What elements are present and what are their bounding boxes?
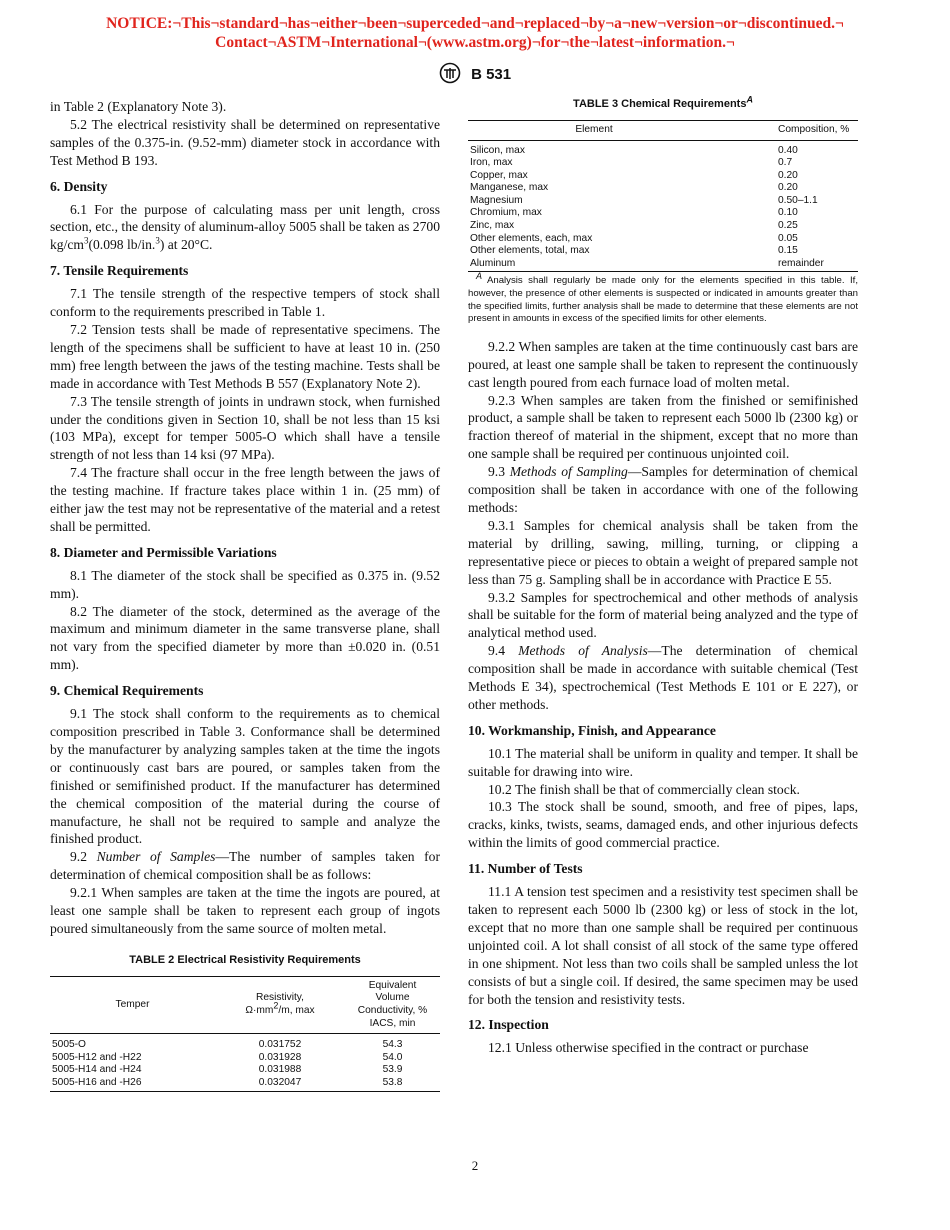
notice-line-2: Contact¬ASTM¬International¬(www.astm.org)¬for¬the¬latest¬information.¬ [215, 34, 735, 51]
table-row: 5005-O 0.031752 54.3 [52, 1039, 403, 1051]
table-3-header-element: Element [468, 120, 778, 140]
paragraph-7-1: 7.1 The tensile strength of the respective tempers of stock shall conform to the requirements prescribed in Table 1. [50, 286, 440, 320]
paragraph-10-2: 10.2 The finish shall be that of commercially clean stock. [488, 781, 800, 797]
paragraph-7-2: 7.2 Tension tests shall be made of representative specimens. The length of the specimens shall be sufficient to have at least 10 in. (250 mm) free length between the jaws of the testing machine. Tests shall be made in accordance with Test Methods B 557 (Explanatory Note 2). [50, 321, 440, 391]
paragraph-9-4: 9.4 Methods of Analysis—The determination of chemical composition shall be made in accordance with suitable chemical (Test Methods E 34), spectrochemical (Test Methods E 101 or E 227), or other methods. [468, 643, 858, 712]
table-row: 5005-H14 and -H24 0.031988 53.9 [52, 1064, 403, 1076]
paragraph-10-1: 10.1 The material shall be uniform in quality and temper. It shall be suitable for drawing into wire. [468, 745, 858, 779]
paragraph-continuation: in Table 2 (Explanatory Note 3). [50, 99, 227, 114]
table-row: Chromium, max 0.10 [470, 207, 798, 219]
table-3-footnote: $^A$ Analysis shall regularly be made only for the elements specified in this table. If, however, the presence of other elements is suspected or indicated in amounts greater than the specified limits, further analysis shall be made to determine that these elements are not present in amounts in excess of the specified limits for other elements. [468, 271, 858, 325]
left-column [50, 98, 440, 1092]
table-row: Zinc, max 0.25 [470, 220, 798, 232]
paragraph-9-2-2: 9.2.2 When samples are taken at the time continuously cast bars are poured, at least one sample shall be taken to represent the continuously cast length poured from each furnace load of molten metal. [468, 338, 858, 390]
table-row: Magnesium 0.50–1.1 [470, 194, 818, 206]
table-row: Iron, max 0.7 [470, 157, 793, 169]
section-heading-9: 9. Chemical Requirements [50, 683, 204, 699]
table-row: Silicon, max 0.40 [470, 144, 798, 156]
section-heading-12: 12. Inspection [468, 1017, 549, 1033]
paragraph-9-2-3: 9.2.3 When samples are taken from the finished or semifinished product, a sample shall be taken to represent each 5000 lb (2300 kg) or fraction thereof of material in the shipment, except that no more than one sample shall be required per continuous unjointed coil. [468, 392, 858, 462]
paragraph-12-1: 12.1 Unless otherwise specified in the contract or purchase [488, 1040, 809, 1056]
section-heading-11: 11. Number of Tests [468, 861, 583, 877]
paragraph-9-2: 9.2 Number of Samples—The number of samples taken for determination of chemical composition shall be as follows: [50, 849, 441, 883]
table-row: Other elements, total, max 0.15 [470, 245, 798, 257]
table-3-header-composition: Composition, % [778, 120, 858, 140]
table-2-header-temper: Temper [50, 976, 215, 1033]
table-row: Other elements, each, max 0.05 [470, 232, 798, 244]
page-number: 2 [471, 1158, 479, 1173]
paragraph-10-3: 10.3 The stock shall be sound, smooth, and free of pipes, laps, cracks, kinks, twists, seams, damaged ends, and other injurious defects within the limits of good commercial practice. [468, 799, 858, 851]
notice-banner [0, 14, 950, 52]
table-2-header-resistivity: Resistivity, $\Omega\cdot mm^2/m$, max [215, 976, 345, 1033]
table-2-header-conductivity: Equivalent Volume Conductivity, % IACS, min [345, 976, 440, 1033]
notice-line-1: NOTICE:¬This¬standard¬has¬either¬been¬superceded¬and¬replaced¬by¬a¬new¬version¬or¬discontinued.¬ [106, 15, 844, 32]
table-row: 5005-H12 and -H22 0.031928 54.0 [52, 1051, 403, 1063]
table-row: Aluminum remainder [468, 258, 858, 272]
paragraph-8-2: 8.2 The diameter of the stock, determined as the average of the maximum and minimum diameter in the same transverse plane, shall not vary from the specified diameter by more than ±0.020 in. (0.51 mm). [50, 603, 440, 673]
section-heading-7: 7. Tensile Requirements [50, 263, 189, 279]
section-heading-6: 6. Density [50, 178, 108, 194]
table-3 [468, 120, 858, 273]
section-heading-10: 10. Workmanship, Finish, and Appearance [468, 722, 716, 738]
paragraph-7-3: 7.3 The tensile strength of joints in undrawn stock, when furnished under the conditions given in Section 10, shall be not less than 15 ksi (103 MPa), except for temper 5005-O which shall have a tensile strength of not less than 14 ksi (97 MPa). [50, 393, 440, 463]
table-row: Manganese, max 0.20 [470, 182, 798, 194]
paragraph-11-1: 11.1 A tension test specimen and a resistivity test specimen shall be taken to represent each 5000 lb (2300 kg) or less of stock in the lot, except that no more than one sample shall be required per continuous unjointed coil. A lot shall consist of all stock of the same type offered in one shipment. Not less than two coils shall be sampled unless the lot consists of but a single coil. If desired, the same specimen may be used for both the tension and resistivity tests. [468, 884, 858, 1007]
table-2-title: TABLE 2 Electrical Resistivity Requirements [129, 953, 361, 966]
table-row: 5005-H16 and -H26 0.032047 53.8 [50, 1077, 440, 1091]
paragraph-6-1: 6.1 For the purpose of calculating mass per unit length, cross section, etc., the density of aluminum-alloy 5005 shall be taken as 2700 $kg/cm^3(0.098$ lb/in.$^3$) at 20°C. [50, 201, 440, 253]
paragraph-5-2: 5.2 The electrical resistivity shall be determined on representative samples of the 0.375-in. (9.52-mm) diameter stock in accordance with Test Method B 193. [50, 116, 440, 168]
paragraph-9-3-1: 9.3.1 Samples for chemical analysis shall be taken from the material by drilling, sawing, milling, turning, or clipping a representative piece or pieces to obtain a weight of prepared sample not less than 75 g. Sampling shall be in accordance with Practice E 55. [468, 517, 858, 587]
paragraph-7-4: 7.4 The fracture shall occur in the free length between the jaws of the testing machine. If fracture takes place within 1 in. (25 mm) of either jaw the test may not be representative of the material and a retest shall be permitted. [50, 465, 440, 534]
table-2 [50, 976, 440, 1092]
section-heading-8: 8. Diameter and Permissible Variations [50, 544, 277, 560]
table-row: Copper, max 0.20 [470, 169, 798, 181]
running-header [0, 62, 950, 84]
table-3-title: TABLE 3 Chemical Requirements$^A$ [573, 94, 753, 110]
paragraph-8-1: 8.1 The diameter of the stock shall be specified as 0.375 in. (9.52 mm). [50, 567, 440, 601]
standard-designation: B 531 [471, 66, 512, 83]
paragraph-9-3-2: 9.3.2 Samples for spectrochemical and other methods of analysis shall be suitable for the form of material being analyzed and the type of analytical method used. [468, 589, 858, 641]
paragraph-9-1: 9.1 The stock shall conform to the requirements as to chemical composition prescribed in Table 3. Conformance shall be determined by the manufacturer by analyzing samples taken at the time the ingots or continuously cast bars are poured, or samples taken from the finished or semifinished product. If the manufacturer has determined the chemical composition of the material during the course of manufacture, he shall not be required to sample and analyze the finished product. [50, 706, 440, 847]
astm-logo-icon [439, 62, 461, 84]
paragraph-9-3: 9.3 Methods of Sampling—Samples for determination of chemical composition shall be taken in accordance with one of the following methods: [468, 464, 858, 515]
paragraph-9-2-1: 9.2.1 When samples are taken at the time the ingots are poured, at least one sample shall be taken to represent each group of ingots poured simultaneously from the same source of molten metal. [50, 885, 440, 936]
right-column [468, 96, 858, 1057]
